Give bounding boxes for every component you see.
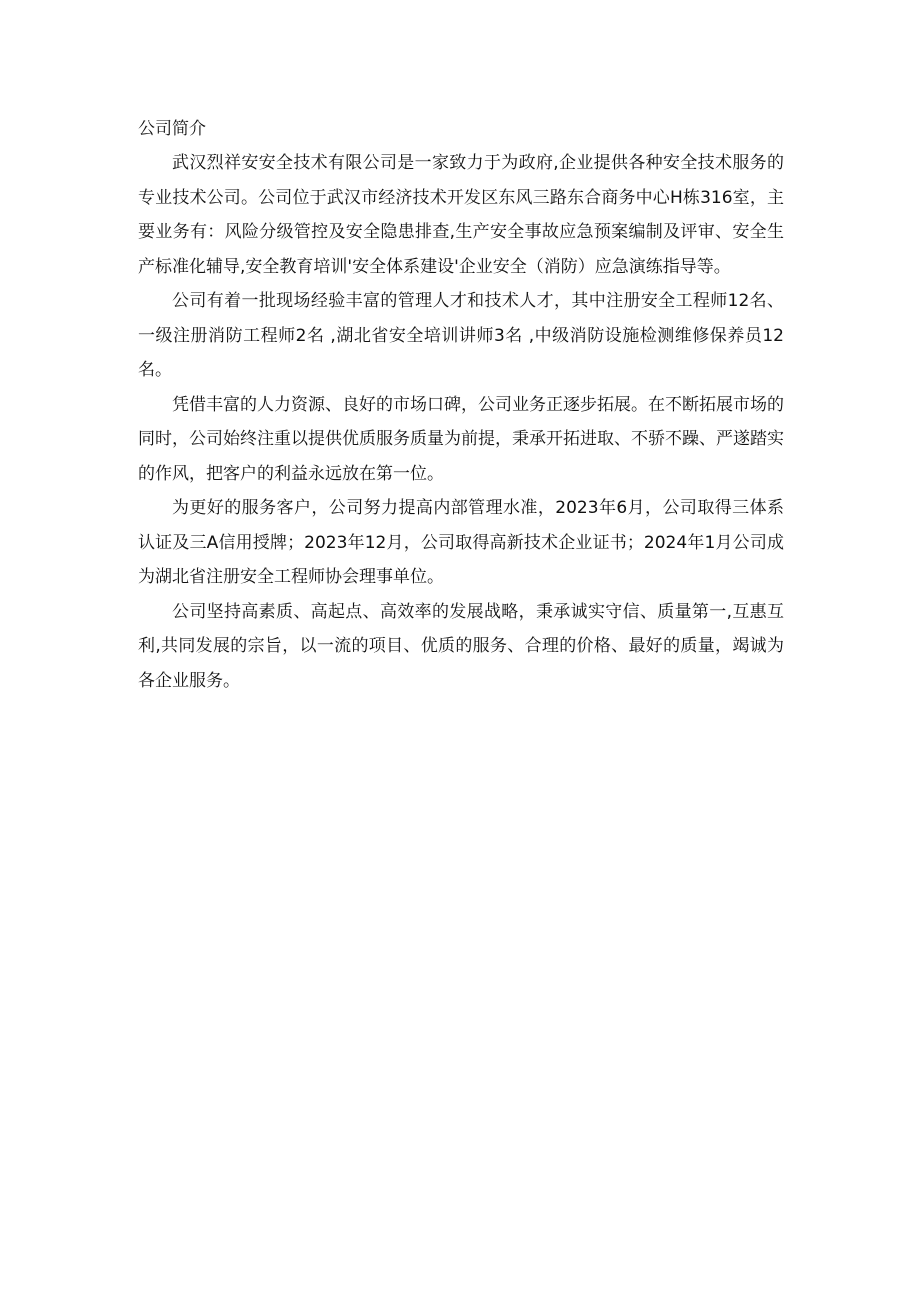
paragraph-company-overview: 武汉烈祥安安全技术有限公司是一家致力于为政府,企业提供各种安全技术服务的专业技术公司。公司位于武汉市经济技术开发区东风三路东合商务中心H栋316室，主要业务有：风险分级管控及安全隐患排查,生产安全事故应急预案编制及评审、安全生产标准化辅导,安全教育培训'安全体系建设'企业安全（消防）应急演练指导等。 (138, 153, 784, 277)
paragraph-certifications: 为更好的服务客户，公司努力提高内部管理水准，2023年6月，公司取得三体系认证及三A信用授牌；2023年12月，公司取得高新技术企业证书；2024年1月公司成为湖北省注册安全工程师协会理事单位。 (138, 498, 784, 587)
paragraph-market: 凭借丰富的人力资源、良好的市场口碑，公司业务正逐步拓展。在不断拓展市场的同时，公司始终注重以提供优质服务质量为前提，秉承开拓进取、不骄不躁、严遂踏实的作风，把客户的利益永远放在第一位。 (138, 394, 784, 484)
document-title: 公司简介 (138, 119, 206, 139)
paragraph-talent: 公司有着一批现场经验丰富的管理人才和技术人才，其中注册安全工程师12名、一级注册消防工程师2名 ,湖北省安全培训讲师3名 ,中级消防设施检测维修保养员12名。 (138, 291, 784, 380)
paragraph-strategy: 公司坚持高素质、高起点、高效率的发展战略，秉承诚实守信、质量第一,互惠互利,共同发展的宗旨，以一流的项目、优质的服务、合理的价格、最好的质量，竭诚为各企业服务。 (138, 601, 784, 691)
document-page (138, 112, 784, 698)
